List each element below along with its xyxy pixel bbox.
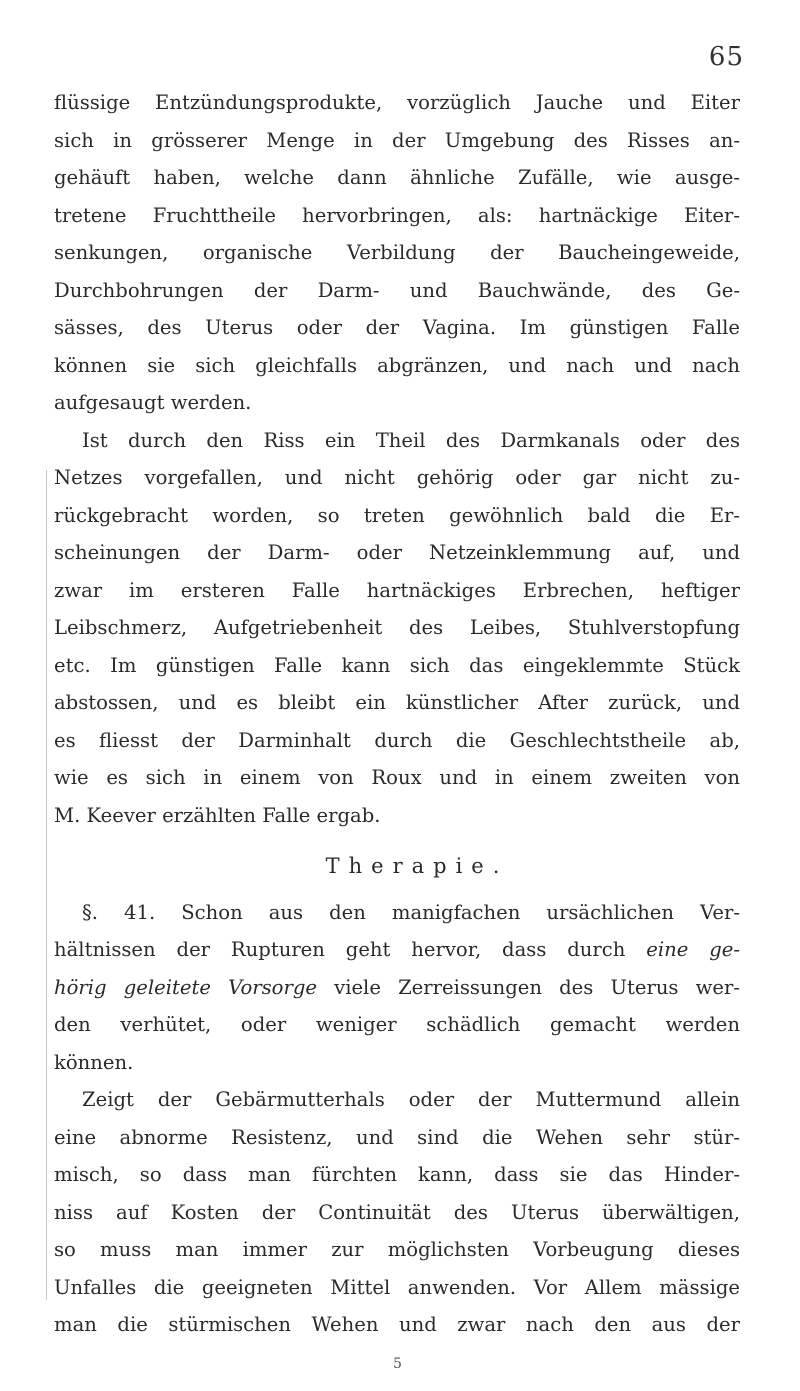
page-body <box>54 84 740 1344</box>
page-number: 65 <box>708 42 744 72</box>
text-line: scheinungen der Darm- oder Netzeinklemmung auf, und <box>54 541 740 564</box>
text-line: sich in grösserer Menge in der Umgebung des Risses an- <box>54 128 740 152</box>
text-line: aufgesaugt werden. <box>54 391 252 414</box>
text-line: eine abnorme Resistenz, und sind die Wehen sehr stür- <box>54 1125 740 1149</box>
text-line: so muss man immer zur möglichsten Vorbeugung dieses <box>54 1238 740 1261</box>
paragraph-3 <box>54 894 740 1082</box>
signature-mark: 5 <box>393 1356 402 1372</box>
text-line: rückgebracht worden, so treten gewöhnlich bald die Er- <box>54 503 740 527</box>
text-line: wie es sich in einem von Roux und in einem zweiten von <box>54 766 740 789</box>
text-line: den verhütet, oder weniger schädlich gemacht werden <box>54 1013 740 1036</box>
margin-rule <box>46 470 47 1300</box>
text-line: Durchbohrungen der Darm- und Bauchwände, des Ge- <box>54 278 740 302</box>
section-heading: Therapie. <box>325 854 509 878</box>
text-line: Netzes vorgefallen, und nicht gehörig oder gar nicht zu- <box>54 466 740 489</box>
text-line <box>54 969 740 1007</box>
text-line: niss auf Kosten der Continuität des Uterus überwältigen, <box>54 1200 740 1224</box>
text-line: misch, so dass man fürchten kann, dass sie das Hinder- <box>54 1163 740 1186</box>
italic-segment: eine ge- <box>646 938 740 961</box>
text-segment: viele Zerreissungen des Uterus wer- <box>334 975 740 999</box>
paragraph-2 <box>54 422 740 835</box>
text-line <box>54 931 740 969</box>
text-line: Ist durch den Riss ein Theil des Darmkanals oder des <box>82 428 740 452</box>
text-line: Leibschmerz, Aufgetriebenheit des Leibes, Stuhlverstopfung <box>54 616 740 639</box>
text-line: zwar im ersteren Falle hartnäckiges Erbrechen, heftiger <box>54 578 740 602</box>
text-line: Zeigt der Gebärmutterhals oder der Muttermund allein <box>82 1088 740 1111</box>
text-line: man die stürmischen Wehen und zwar nach den aus der <box>54 1313 740 1336</box>
text-line: abstossen, und es bleibt ein künstlicher After zurück, und <box>54 691 740 714</box>
paragraph-4 <box>54 1081 740 1344</box>
text-line: können. <box>54 1050 134 1074</box>
text-segment: hältnissen der Rupturen geht hervor, dass durch <box>54 938 626 961</box>
text-line: tretene Fruchttheile hervorbringen, als: hartnäckige Eiter- <box>54 203 740 227</box>
text-line: §. 41. Schon aus den manigfachen ursächlichen Ver- <box>82 900 740 924</box>
text-line: M. Keever erzählten Falle ergab. <box>54 803 381 827</box>
text-line: Unfalles die geeigneten Mittel anwenden. Vor Allem mässige <box>54 1275 740 1299</box>
text-line: senkungen, organische Verbildung der Baucheingeweide, <box>54 241 740 264</box>
text-line: etc. Im günstigen Falle kann sich das eingeklemmte Stück <box>54 653 740 677</box>
paragraph-1 <box>54 84 740 422</box>
italic-segment: hörig geleitete Vorsorge <box>54 975 317 999</box>
text-line: sässes, des Uterus oder der Vagina. Im günstigen Falle <box>54 316 740 339</box>
text-line: können sie sich gleichfalls abgränzen, und nach und nach <box>54 353 740 377</box>
text-line: gehäuft haben, welche dann ähnliche Zufälle, wie ausge- <box>54 166 740 189</box>
text-line: flüssige Entzündungsprodukte, vorzüglich Jauche und Eiter <box>54 91 740 114</box>
text-line: es fliesst der Darminhalt durch die Geschlechtstheile ab, <box>54 728 740 752</box>
